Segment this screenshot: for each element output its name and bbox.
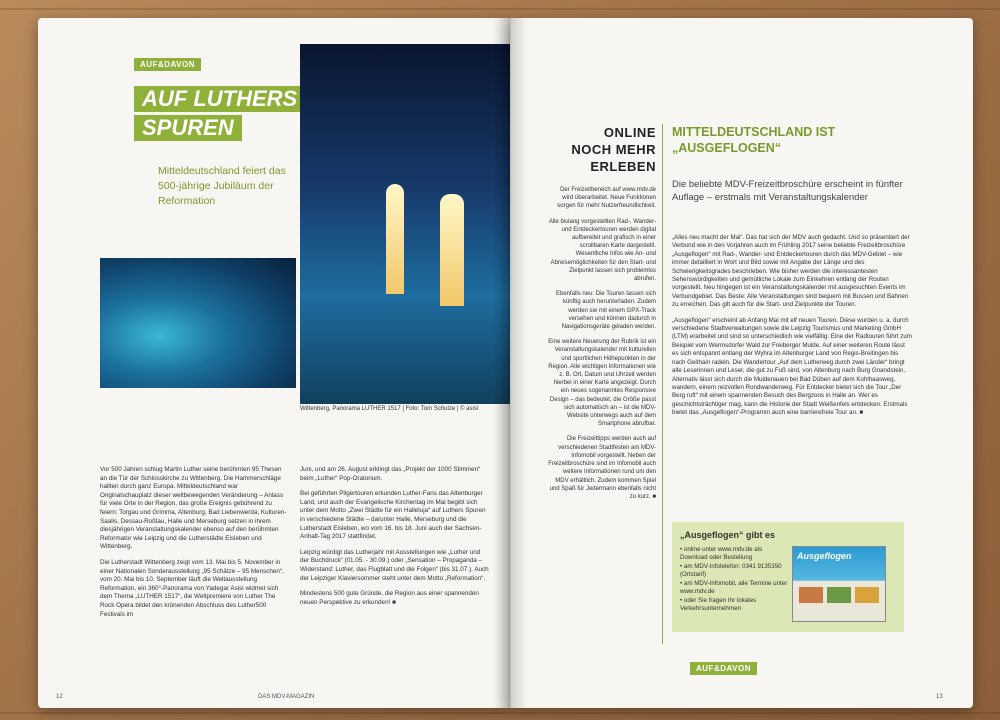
list-item: • am MDV-Infomobil, alle Termine unter www.mdv.de <box>680 580 788 595</box>
right-article-subtitle: Die beliebte MDV-Freizeitbroschüre erscheint in fünfter Auflage – erstmals mit Veranstaltungskalender <box>672 179 903 203</box>
heading-line: NOCH MEHR <box>571 142 656 157</box>
paragraph: Der Freizeitbereich auf www.mdv.de wird überarbeitet. Neue Funktionen sorgen für mehr Nutzerfreundlichkeit. <box>557 187 656 210</box>
paragraph: Alle bislang vorgestellten Rad-, Wander- und Entdeckertouren werden digital aufbereitet und grafisch in einer scrollbaren Karte dargestellt. Wesentliche Infos wie An- und Abreisemöglichkeiten für den Start- und Zielpunkt lassen sich problemlos abrufen. <box>548 218 656 283</box>
paragraph: Bei geführten Pilgertouren erkunden Luther-Fans das Altenburger Land, und auch der Evangelische Kirchentag im Mai begibt sich unter dem Motto „Zwei Städte für ein Halleluja“ auf Luthers Spuren in verschiedene Städte – darunter Halle, Merseburg und die Lutherstadt Eisleben, wo vom 16. bis 18. Juni auch der Sachsen-Anhalt-Tag 2017 stattfindet. <box>300 490 486 541</box>
photo-caption: Wittenberg, Panorama LUTHER 1517 | Foto: Tom Schulze | © asisi <box>300 406 479 412</box>
paragraph: „Ausgeflogen“ erscheint ab Anfang Mai mit elf neuen Touren. Diese wurden u. a. durch verschiedene Stadtverwaltungen sowie die Leipzig Tourismus und Marketing GmbH (LTM) erarbeitet und sind so unterschiedlich wie vielfältig: Eine der Radtouren führt zum Beispiel vom Wermsdorfer Wald zur Freiberger Mulde. Auf einer weiteren Route lässt es sich entspannt entlang der Wyhra im Altenburger Land von Regis-Breitingen bis nach Geithain radeln. Die Wandertour „Auf dem Lutherweg durch zwei Länder“ bringt alle Leserinnen und Leser, die gut zu Fuß sind, von Altenburg nach Burg Gnandstein. Alternativ lässt sich durch die Muldenauen bei Bad Düben auf dem Kohlhaasweg, wandern, einem reizvollen Rundwanderweg. Für Entdecker bietet sich die Tour „Der Berg ruft“ mit einem spannenden Besuch des Bergzoos in Halle an. Wer es geschichtsträchtiger mag, kann die Historie der Stadt Weißenfels entdecken. Erstmals bietet das „Ausgeflogen“-Programm auch eine barrierefreie Tour an. ■ <box>672 316 912 417</box>
body-column-2 <box>300 466 490 614</box>
section-tag-right: AUF&DAVON <box>690 662 757 675</box>
section-tag: AUF&DAVON <box>134 58 201 71</box>
heading-line: ONLINE <box>603 125 656 140</box>
left-page <box>38 18 510 708</box>
title-line-2: SPUREN <box>134 115 242 141</box>
list-item: • am MDV-Infotelefon: 0341 9135350 (Ortstarif) <box>680 563 782 578</box>
sidebar-column <box>548 186 656 508</box>
brochure-cover <box>792 546 886 622</box>
column-divider <box>662 124 663 644</box>
list-item: • online unter www.mdv.de als Download oder Bestellung <box>680 546 763 561</box>
paragraph: Vor 500 Jahren schlug Martin Luther seine berühmten 95 Thesen an die Tür der Schlosskirche zu Wittenberg. Die Hammerschläge hallten durch ganz Europa. Mitteldeutschland war Originalschauplatz dieser weltbewegenden Veränderung – Anlass für viele Orte in der Region, das große Ereignis gebührend zu feiern: Torgau und Grimma, Altenburg, Bad Liebenwerda, Kulturen-Saalis, Dessau-Roßlau, Halle und Merseburg setzen in ihrem diesjährigen Veranstaltungskalender ebenso auf den berühmten Reformator wie Leipzig und die Lutherstädte Eisleben und Wittenberg. <box>100 466 287 551</box>
brochure-title: Ausgeflogen <box>797 551 852 561</box>
paragraph: Juni, und am 26. August erklingt das „Projekt der 1000 Stimmen“ beim „Luther“ Pop-Oratorium. <box>300 466 481 482</box>
church-window <box>440 194 464 306</box>
list-item: • oder Sie fragen Ihr lokales Verkehrsunternehmen <box>680 597 757 612</box>
church-window <box>386 184 404 294</box>
info-list <box>680 546 788 614</box>
page-gutter <box>493 18 527 708</box>
paragraph: Eine weitere Neuerung der Rubrik ist ein Veranstaltungskalender mit kulturellen und sportlichen Höhepunkten in der Region. Alle wichtigen Informationen wie z. B. Ort, Datum und Uhrzeit werden hierbei in einer Karte angezeigt. Durch ein neues sogenanntes Responsive Design – das bedeutet, die Größe passt sich automatisch an – ist die MDV-Website unterwegs auch auf dem Smartphone abrufbar. <box>548 339 656 428</box>
paragraph: Ebenfalls neu: Die Touren lassen sich künftig auch herunterladen. Zudem werden sie mit einem GPX-Track versehen und können dadurch in Navigationsgeräte geladen werden. <box>556 291 656 331</box>
paragraph: Die Lutherstadt Wittenberg zeigt vom 13. Mai bis 5. November in einer Nationalen Sonderausstellung „95 Schätze – 95 Menschen“, vom 20. Mai bis 10. September läuft die Weltausstellung Reformation, ein 360°-Panorama von Yadegar Asisi widmet sich dem Thema „LUTHER 1517“, die Weltpremiere von Luther The Rock Opera bildet den krönenden Abschluss des Luther500 Festivals im <box>100 558 284 618</box>
title-line-1: AUF LUTHERS <box>134 86 305 112</box>
paragraph: „Alles neu macht der Mai“. Das hat sich der MDV auch gedacht. Und so präsentiert der Verbund wie in den Vorjahren auch im Frühling 2017 seine beliebte Freizeitbroschüre „Ausgeflogen“ mit Rad-, Wander- und Entdeckertouren durch das MDV-Gebiet – wie immer detailliert in Wort und Bild sowie mit Angabe der Länge und des Schwierigkeitsgrades beschrieben. Wie bisher werden die interessantesten Sehenswürdigkeiten und gemütliche Lokale zum Einkehren entlang der Routen vorgestellt. Neu hingegen ist ein Veranstaltungskalender mit ausgesuchten Events im Verbundgebiet. Das Beste: Alle Veranstaltungen sind bequem mit Bussen und Bahnen zu erreichen. Das gilt auch für die Start- und Zielpunkte der Touren. <box>672 234 910 309</box>
body-column-1 <box>100 466 290 626</box>
page-number: 12 <box>56 694 63 700</box>
title-line: „AUSGEFLOGEN“ <box>672 141 782 155</box>
right-article-title <box>672 124 842 156</box>
crowd-photo <box>100 258 296 388</box>
article-title <box>134 86 305 144</box>
panorama-photo <box>300 44 510 404</box>
info-box-heading: „Ausgeflogen“ gibt es <box>680 530 776 540</box>
page-number: 13 <box>936 694 943 700</box>
paragraph: Mindestens 500 gute Gründe, die Region aus einer spannenden neuen Perspektive zu erkunden! ■ <box>300 590 479 606</box>
brochure-thumbnail <box>855 587 879 603</box>
paragraph: Die Freizeittipps werden auch auf verschiedenen Stadtfesten am MDV-Infomobil vorgestellt. Neben der Freizeitbroschüre sind im Infomobil auch weitere Informationen rund um den MDV erhältlich. Zudem kommen Spiel und Spaß für Jedermann ebenfalls nicht zu kurz. ■ <box>548 436 656 500</box>
article-subtitle: Mitteldeutschland feiert das 500-jährige Jubiläum der Reformation <box>158 165 286 207</box>
magazine-footer: DAS MDV-MAGAZIN <box>258 694 315 700</box>
main-column <box>672 234 912 425</box>
heading-line: ERLEBEN <box>590 159 656 174</box>
brochure-thumbnail <box>799 587 823 603</box>
brochure-thumbnail <box>827 587 851 603</box>
online-heading <box>548 124 656 175</box>
title-line: MITTELDEUTSCHLAND IST <box>672 125 836 139</box>
paragraph: Leipzig würdigt das Lutherjahr mit Ausstellungen wie „Luther und der Buchdruck“ (01.05. - 30.09.) oder „Sensation – Propaganda – Widerstand: Luther, das Flugblatt und die Folgen“ (bis 31.07.). Auch der Leipziger Klaviersommer steht unter dem Motto „Reformation“. <box>300 548 489 582</box>
